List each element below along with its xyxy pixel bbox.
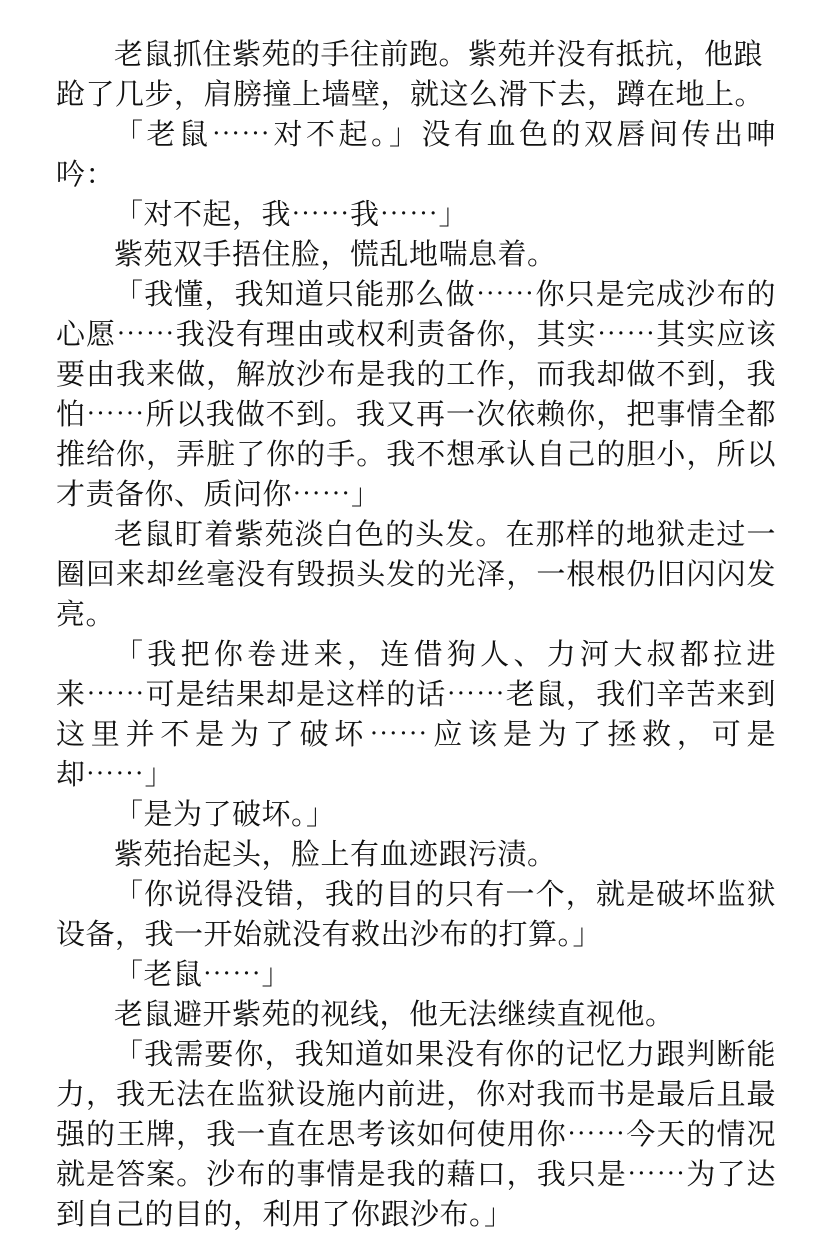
document-page — [56, 34, 776, 1234]
paragraph: 老鼠避开紫苑的视线，他无法继续直视他。 — [114, 997, 675, 1031]
paragraph: 「我把你卷进来，连借狗人、力河大叔都拉进来⋯⋯可是结果却是这样的话⋯⋯老鼠，我们辛苦来到这里并不是为了破坏⋯⋯应该是为了拯救，可是却⋯⋯」 — [56, 637, 776, 791]
paragraph: 「老鼠⋯⋯」 — [114, 957, 292, 991]
paragraph: 「对不起，我⋯⋯我⋯⋯」 — [114, 197, 469, 231]
paragraph: 「是为了破坏。」 — [114, 797, 336, 831]
paragraph: 「我懂，我知道只能那么做⋯⋯你只是完成沙布的心愿⋯⋯我没有理由或权利责备你，其实⋯⋯其实应该要由我来做，解放沙布是我的工作，而我却做不到，我怕⋯⋯所以我做不到。我又再一次依赖你，把事情全都推给你，弄脏了你的手。我不想承认自己的胆小，所以才责备你、质问你⋯⋯」 — [56, 277, 776, 511]
paragraph: 「你说得没错，我的目的只有一个，就是破坏监狱设备，我一开始就没有救出沙布的打算。」 — [56, 877, 776, 951]
paragraph: 紫苑抬起头，脸上有血迹跟污渍。 — [114, 837, 557, 871]
paragraph: 「老鼠⋯⋯对不起。」没有血色的双唇间传出呻吟： — [56, 117, 776, 191]
paragraph: 紫苑双手捂住脸，慌乱地喘息着。 — [114, 237, 557, 271]
paragraph: 老鼠盯着紫苑淡白色的头发。在那样的地狱走过一圈回来却丝毫没有毁损头发的光泽，一根根仍旧闪闪发亮。 — [56, 517, 776, 631]
paragraph: 「我需要你，我知道如果没有你的记忆力跟判断能力，我无法在监狱设施内前进，你对我而书是最后且最强的王牌，我一直在思考该如何使用你⋯⋯今天的情况就是答案。沙布的事情是我的藉口，我只是⋯⋯为了达到自己的目的，利用了你跟沙布。」 — [56, 1037, 776, 1231]
paragraph: 老鼠抓住紫苑的手往前跑。紫苑并没有抵抗，他踉跄了几步，肩膀撞上墙壁，就这么滑下去，蹲在地上。 — [56, 37, 765, 111]
